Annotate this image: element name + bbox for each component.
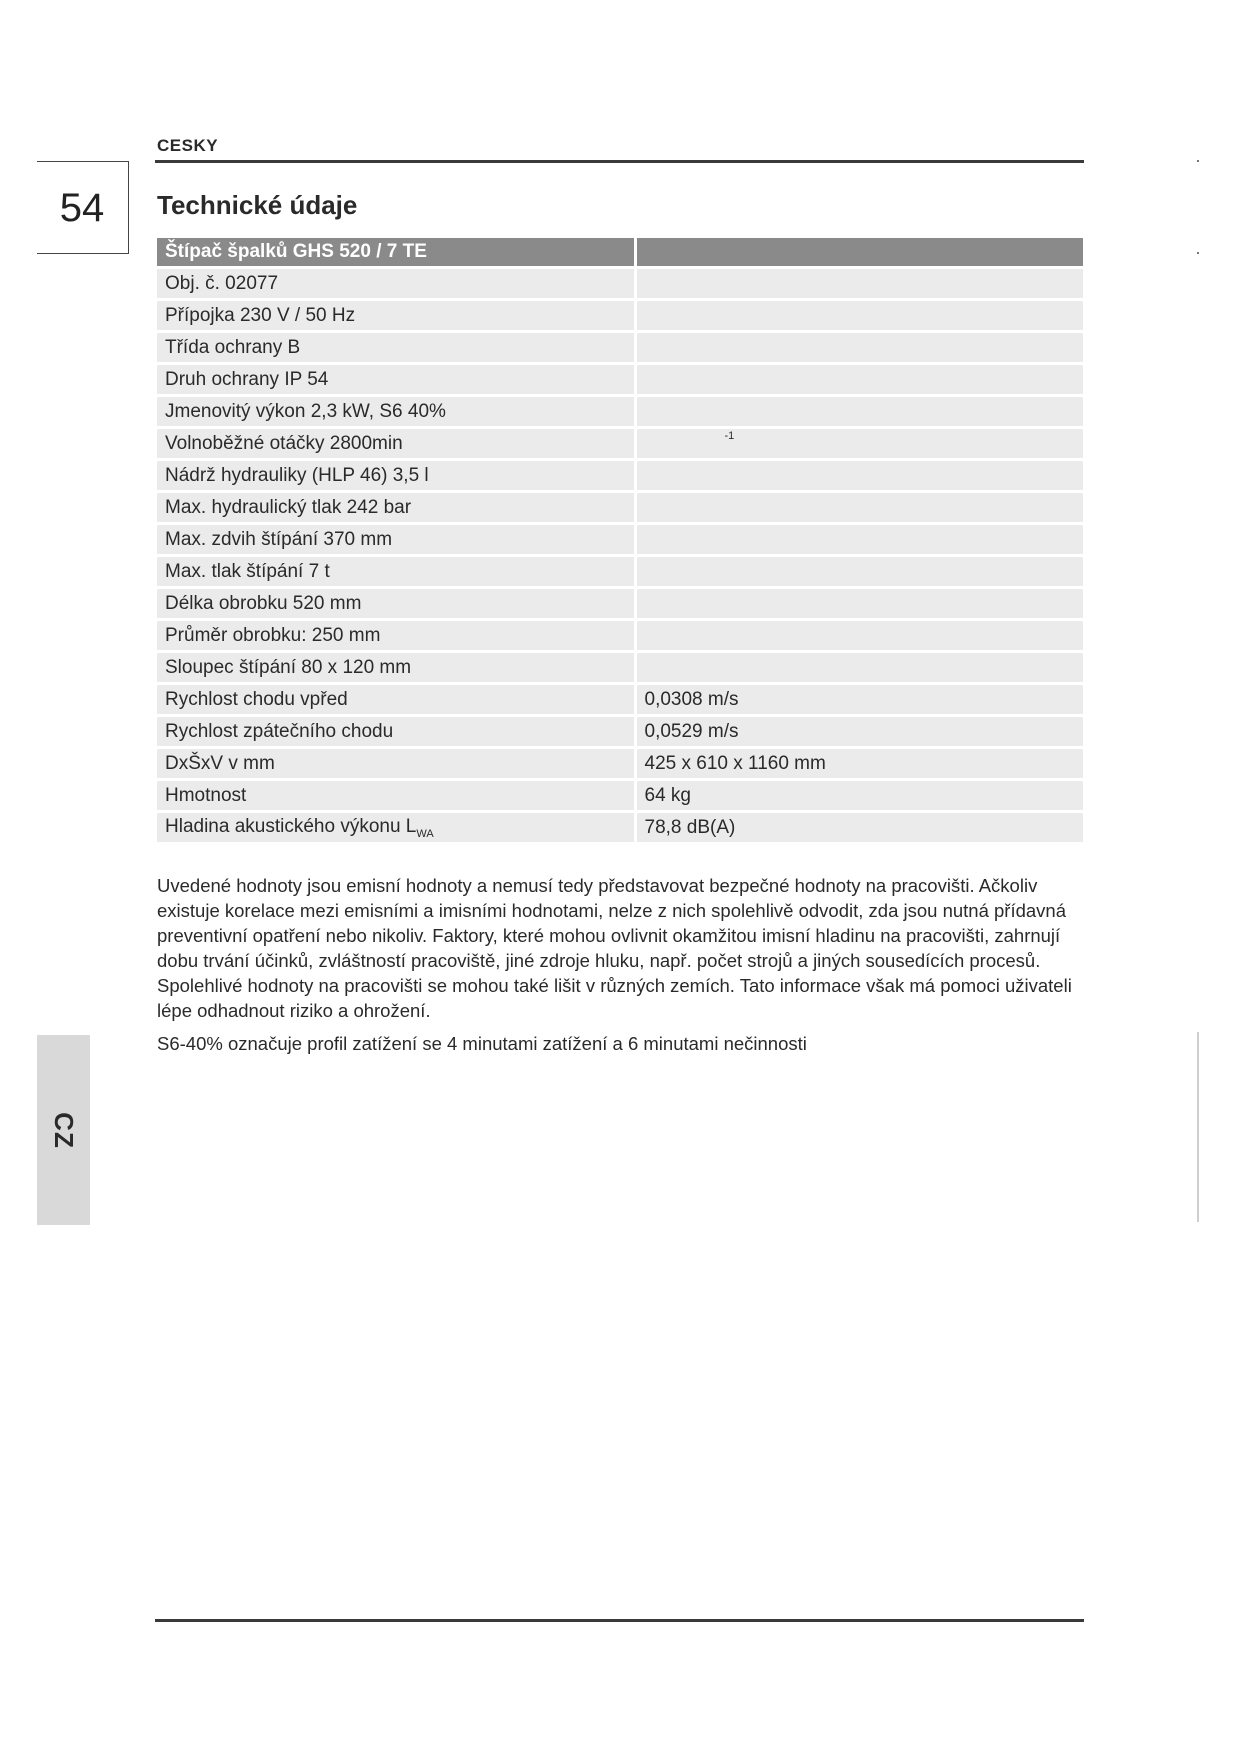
bottom-divider [155,1619,1084,1622]
table-heading-empty [637,238,1083,269]
margin-mark [1197,252,1199,254]
table-row [157,621,1083,653]
page-title: Technické údaje [157,190,358,220]
table-heading: Štípač špalků GHS 520 / 7 TE [157,238,637,269]
row-value [637,621,1083,653]
margin-mark [1197,160,1199,162]
row-value [637,589,1083,621]
side-tab-label: CZ [48,1111,79,1149]
row-value: 0,0529 m/s [637,717,1083,749]
table-row [157,717,1083,749]
row-label: Délka obrobku 520 mm [157,589,637,621]
table-row [157,749,1083,781]
row-label: Hmotnost [157,781,637,813]
table-row [157,653,1083,685]
row-label-cell [157,813,637,845]
row-label: Nádrž hydrauliky (HLP 46) 3,5 l [157,461,637,493]
row-label: Volnoběžné otáčky 2800min [157,429,637,461]
duty-cycle-note: S6-40% označuje profil zatížení se 4 minutami zatížení a 6 minutami nečinnosti [157,1033,807,1054]
table-row [157,589,1083,621]
table-row [157,557,1083,589]
table-row [157,333,1083,365]
row-value: 0,0308 m/s [637,685,1083,717]
page-number: 54 [59,186,105,230]
row-label: Max. zdvih štípání 370 mm [157,525,637,557]
row-value [637,301,1083,333]
row-label: Rychlost chodu vpřed [157,685,637,717]
table-header-row [157,238,1083,269]
table-row [157,365,1083,397]
row-value: 78,8 dB(A) [637,813,1083,845]
language-label: CESKY [157,136,219,155]
spec-table [157,238,1083,845]
row-label: Max. tlak štípání 7 t [157,557,637,589]
row-label: Max. hydraulický tlak 242 bar [157,493,637,525]
row-label: Průměr obrobku: 250 mm [157,621,637,653]
row-label: Hladina akustického výkonu L [165,815,417,837]
table-row [157,301,1083,333]
rpm-superscript: -1 [724,430,735,443]
emission-note: Uvedené hodnoty jsou emisní hodnoty a nemusí tedy představovat bezpečné hodnoty na pracovišti. Ačkoliv existuje korelace mezi emisními a imisními hodnotami, nelze z nich spolehlivě odvodit, zda jsou nutná přídavná preventivní opatření nebo nikoliv. Faktory, které mohou ovlivnit okamžitou imisní hladinu na pracovišti, zahrnují dobu trvání účinků, zvláštností pracoviště, jiné zdroje hluku, např. počet strojů a jiných sousedících procesů. Spolehlivé hodnoty na pracovišti se mohou také lišit v různých zemích. Tato informace však má pomoci uživateli lépe odhadnout riziko a ohrožení. [157,875,1072,1021]
row-value: 64 kg [637,781,1083,813]
right-margin-bar [1197,1032,1199,1222]
row-value [637,461,1083,493]
language-side-tab [37,1035,90,1225]
row-value [637,269,1083,301]
row-value [637,365,1083,397]
row-label: Jmenovitý výkon 2,3 kW, S6 40% [157,397,637,429]
table-row [157,429,1083,461]
row-value [637,333,1083,365]
table-row [157,525,1083,557]
row-label: Sloupec štípání 80 x 120 mm [157,653,637,685]
row-label: Obj. č. 02077 [157,269,637,301]
table-row [157,397,1083,429]
label-subscript: WA [416,827,434,840]
row-value [637,525,1083,557]
row-label: DxŠxV v mm [157,749,637,781]
table-row [157,493,1083,525]
table-row [157,685,1083,717]
row-value: 425 x 610 x 1160 mm [637,749,1083,781]
row-label: Druh ochrany IP 54 [157,365,637,397]
row-label: Rychlost zpátečního chodu [157,717,637,749]
table-row [157,781,1083,813]
row-value [637,493,1083,525]
row-value [637,397,1083,429]
row-label: Třída ochrany B [157,333,637,365]
table-row [157,461,1083,493]
top-divider [155,160,1084,163]
row-value [637,653,1083,685]
table-row [157,269,1083,301]
row-value [637,429,1083,461]
table-row [157,813,1083,845]
page-number-box [37,161,129,254]
row-label: Přípojka 230 V / 50 Hz [157,301,637,333]
row-value [637,557,1083,589]
